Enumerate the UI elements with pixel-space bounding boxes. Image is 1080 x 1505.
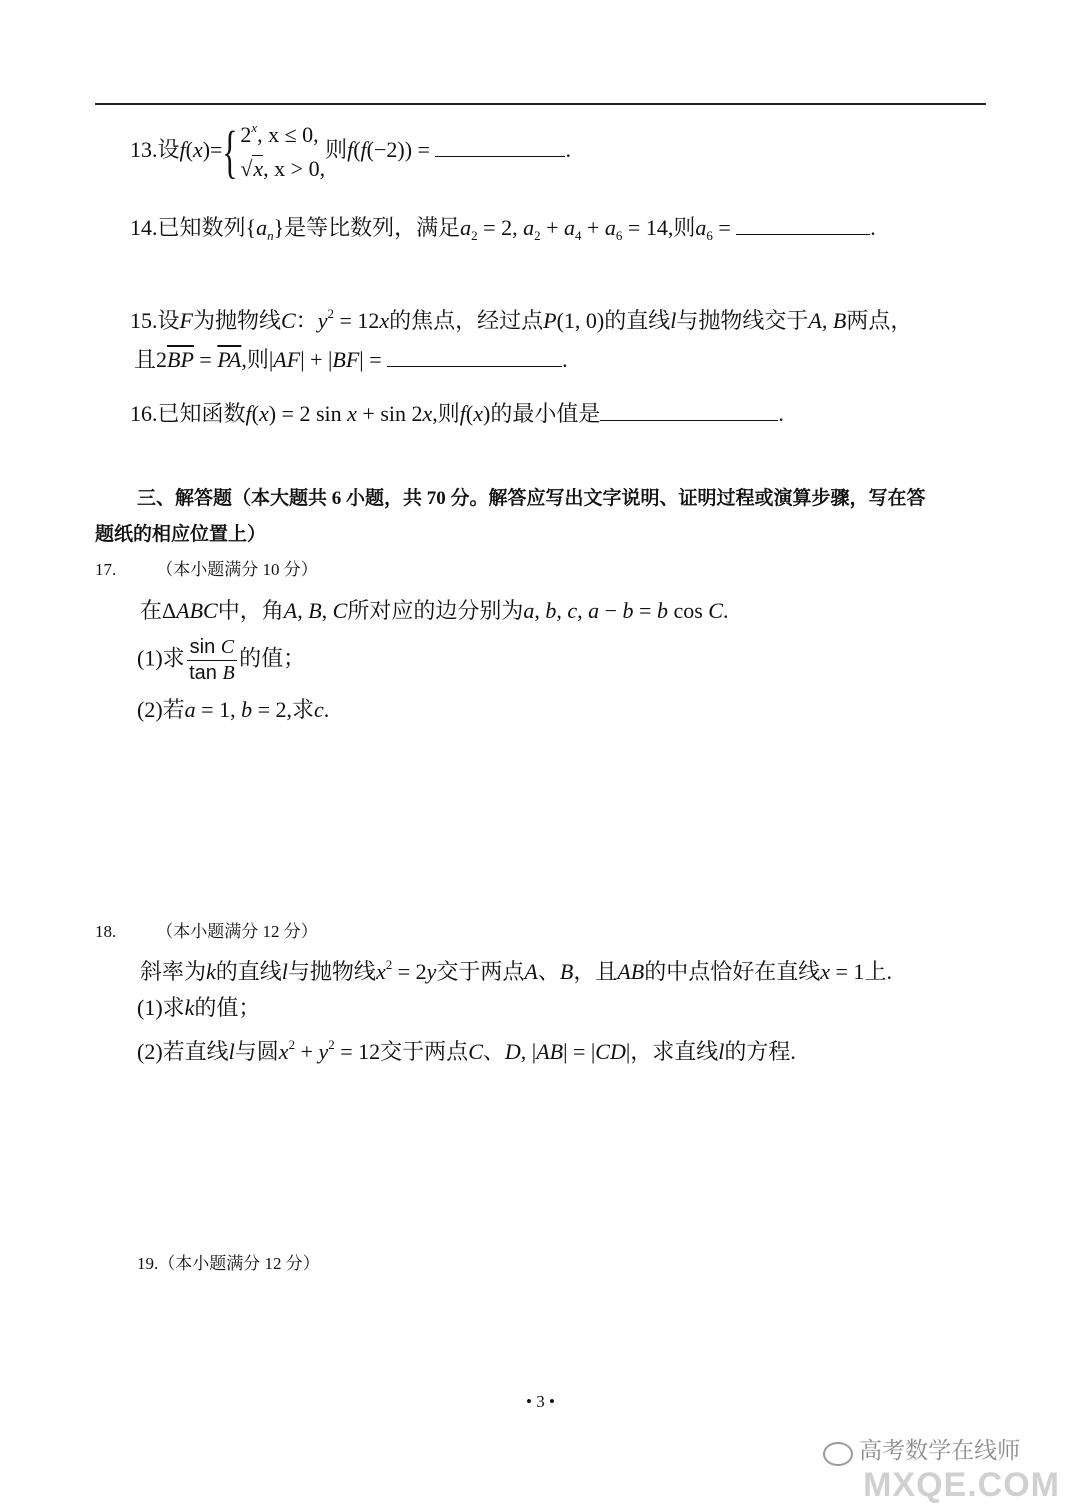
wechat-icon bbox=[823, 1442, 853, 1466]
answer-blank[interactable] bbox=[600, 419, 778, 421]
question-19-header: 19.（本小题满分 12 分） bbox=[137, 1254, 320, 1273]
question-14: 14.已知数列$\{a_n\}$是等比数列，满足$a_2 = 2$, $a_2 + a_4 + a_6 = 14$,则$a_6$ = . bbox=[130, 215, 876, 243]
question-18-header: 18. （本小题满分 12 分） bbox=[95, 922, 318, 941]
section-3-heading: 三、解答题（本大题共 6 小题，共 70 分。解答应写出文字说明、证明过程或演算步骤，写在答 bbox=[137, 488, 926, 509]
question-15-line2: 且$2\overline{BP} = \overline{PA}$,则|AF| + |BF| = . bbox=[134, 347, 568, 372]
question-17-part1: (1)求 $\frac{\text{sin C}}{\text{tan B}}$ 的值； bbox=[137, 636, 306, 684]
answer-blank[interactable] bbox=[435, 155, 565, 157]
answer-blank[interactable] bbox=[387, 365, 562, 367]
watermark: 高考数学在线师 MXQE.COM bbox=[823, 1432, 1060, 1505]
question-18-stem: 斜率为k的直线l与抛物线$x^2 = 2y$交于两点A、B，且AB的中点恰好在直线x = 1上. bbox=[140, 957, 892, 984]
question-13: 13.设f(x)={ 2$^x$, x ≤ 0, √x, x > 0,则f(f(−2)) = . bbox=[130, 119, 571, 184]
question-17-part2: (2)若a = 1, b = 2,求c. bbox=[137, 697, 330, 722]
question-18-part2: (2)若直线l与圆$x^2 + y^2 = 12$交于两点C、D, |AB| = |CD|，求直线l的方程. bbox=[137, 1037, 796, 1064]
section-3-heading-cont: 题纸的相应位置上） bbox=[95, 524, 267, 545]
answer-blank[interactable] bbox=[736, 233, 870, 235]
question-17-header: 17. （本小题满分 10 分） bbox=[95, 560, 318, 579]
question-17-stem: 在ΔABC中，角A, B, C所对应的边分别为a, b, c, a − b = b cos C. bbox=[140, 598, 729, 623]
page-number: • 3 • bbox=[526, 1392, 555, 1411]
question-18-part1: (1)求k的值； bbox=[137, 995, 261, 1020]
question-15-line1: 15.设F为抛物线C：$y^2 = 12x$的焦点，经过点P(1, 0)的直线l与抛物线交于A, B两点， bbox=[130, 306, 913, 333]
header-rule bbox=[95, 103, 986, 105]
question-16: 16.已知函数f(x) = 2 sin x + sin 2x,则f(x)的最小值是 . bbox=[130, 401, 784, 426]
